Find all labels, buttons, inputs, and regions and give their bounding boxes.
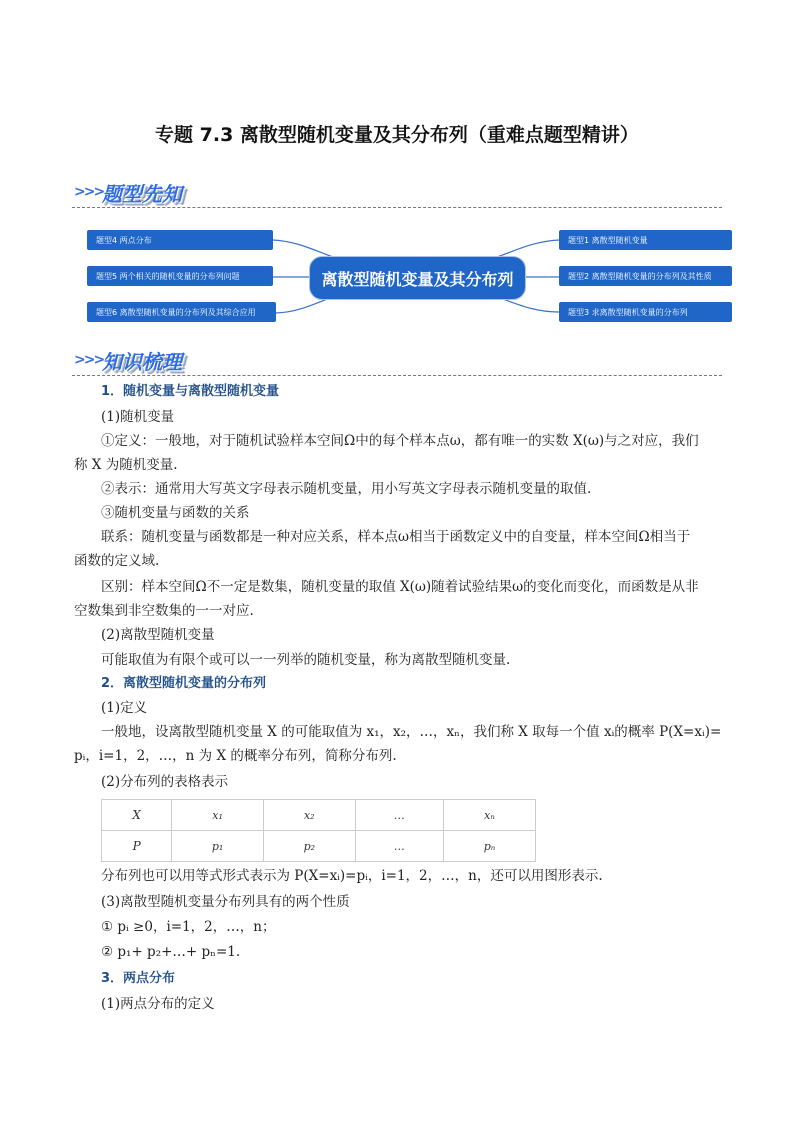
property-2: ② p₁+ p₂+…+ pₙ=1.: [101, 944, 241, 960]
table-cell: p₂: [263, 831, 355, 862]
table-cell: pₙ: [443, 831, 535, 862]
text-line: pᵢ，i=1，2，…，n 为 X 的概率分布列，简称分布列.: [74, 748, 397, 764]
text-line: 函数的定义域.: [74, 553, 160, 569]
banner-title: 题型先知: [102, 182, 182, 206]
text-line: 可能取值为有限个或可以一一列举的随机变量，称为离散型随机变量.: [101, 652, 511, 668]
table-row: [102, 831, 536, 862]
subheading: (1)两点分布的定义: [101, 996, 215, 1012]
text-line: 区别：样本空间Ω不一定是数集，随机变量的取值 X(ω)随着试验结果ω的变化而变化，而函数是从非: [101, 579, 699, 595]
property-1: ① pᵢ ≥0，i=1，2，…，n；: [101, 919, 276, 935]
subheading: (3)离散型随机变量分布列具有的两个性质: [101, 894, 350, 910]
subheading: (1)定义: [101, 700, 148, 716]
table-cell: x₁: [172, 800, 264, 831]
page-title: 专题 7.3 离散型随机变量及其分布列（重难点题型精讲）: [155, 124, 639, 146]
text-line: ②表示：通常用大写英文字母表示随机变量，用小写英文字母表示随机变量的取值.: [101, 481, 592, 497]
banner-title: 知识梳理: [102, 350, 182, 374]
section-heading-2: 2．离散型随机变量的分布列: [101, 676, 267, 691]
mindmap-node-type4: 题型4 两点分布: [87, 230, 273, 250]
subheading: (1)随机变量: [101, 409, 175, 425]
table-cell: …: [355, 800, 443, 831]
section-heading-3: 3．两点分布: [101, 971, 176, 986]
mindmap-node-type1: 题型1 离散型随机变量: [559, 230, 732, 250]
arrows-icon: >>>: [74, 184, 104, 200]
divider: [72, 375, 722, 376]
text-line: 称 X 为随机变量.: [74, 457, 178, 473]
table-cell: x₂: [263, 800, 355, 831]
subheading: (2)分布列的表格表示: [101, 774, 229, 790]
section-banner-knowledge: [72, 346, 722, 376]
table-cell: …: [355, 831, 443, 862]
table-cell: X: [102, 800, 172, 831]
distribution-table: [101, 799, 536, 862]
arrows-icon: >>>: [74, 352, 104, 368]
table-cell: xₙ: [443, 800, 535, 831]
text-line: 一般地，设离散型随机变量 X 的可能取值为 x₁，x₂，…，xₙ，我们称 X 取每一个值 xᵢ的概率 P(X=xᵢ)=: [101, 724, 722, 740]
mindmap-node-type2: 题型2 离散型随机变量的分布列及其性质: [559, 266, 732, 286]
text-line: 联系：随机变量与函数都是一种对应关系，样本点ω相当于函数定义中的自变量，样本空间Ω相当于: [101, 529, 691, 545]
mindmap-node-type5: 题型5 两个相关的随机变量的分布列问题: [87, 266, 273, 286]
text-line: 空数集到非空数集的一一对应.: [74, 603, 254, 619]
mindmap-center-node: 离散型随机变量及其分布列: [309, 256, 526, 300]
section-heading-1: 1．随机变量与离散型随机变量: [101, 384, 280, 399]
subheading: (2)离散型随机变量: [101, 627, 215, 643]
table-row: [102, 800, 536, 831]
table-cell: p₁: [172, 831, 264, 862]
mindmap-node-type6: 题型6 离散型随机变量的分布列及其综合应用: [87, 302, 276, 322]
text-line: ①定义：一般地，对于随机试验样本空间Ω中的每个样本点ω，都有唯一的实数 X(ω)与之对应，我们: [101, 433, 699, 449]
text-line: 分布列也可以用等式形式表示为 P(X=xᵢ)=pᵢ，i=1，2，…，n，还可以用图形表示.: [101, 868, 603, 884]
mindmap-node-type3: 题型3 求离散型随机变量的分布列: [559, 302, 732, 322]
table-cell: P: [102, 831, 172, 862]
subheading: ③随机变量与函数的关系: [101, 505, 250, 521]
